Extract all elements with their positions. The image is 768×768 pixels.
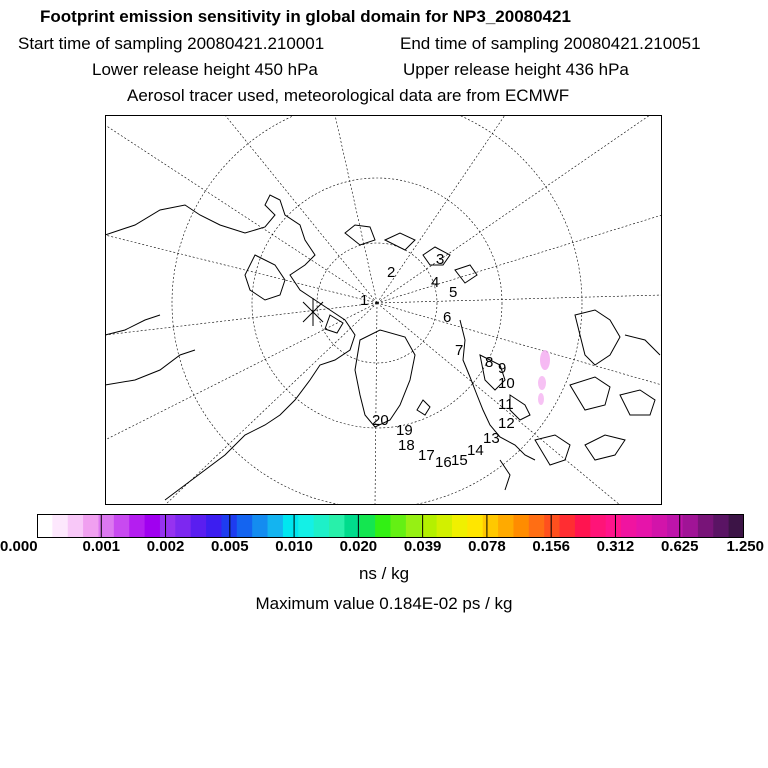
colorbar-cell	[52, 514, 68, 538]
colorbar-cell	[329, 514, 345, 538]
colorbar-tick-label: 0.005	[211, 538, 249, 555]
colorbar-tick-label: 0.001	[82, 538, 121, 555]
trajectory-label: 14	[467, 442, 484, 459]
colorbar-cell	[437, 514, 453, 538]
colorbar-cell	[498, 514, 514, 538]
colorbar-cell	[283, 514, 299, 538]
colorbar-cell	[636, 514, 652, 538]
trajectory-label: 12	[498, 415, 515, 432]
colorbar-cell	[314, 514, 330, 538]
colorbar-tick-label: 0.020	[339, 538, 378, 555]
colorbar-cell	[406, 514, 422, 538]
colorbar-cell	[206, 514, 222, 538]
colorbar-cell	[560, 514, 576, 538]
colorbar-cell	[252, 514, 268, 538]
colorbar-cell	[513, 514, 529, 538]
colorbar-cell	[698, 514, 714, 538]
figure-title: Footprint emission sensitivity in global domain for NP3_20080421	[40, 7, 571, 26]
colorbar-tick-label: 0.010	[275, 538, 313, 555]
colorbar-cell	[175, 514, 191, 538]
end-time-text: End time of sampling 20080421.210051	[400, 34, 701, 53]
colorbar-cell	[544, 514, 560, 538]
colorbar-tick-label: 0.156	[532, 538, 570, 555]
colorbar-cell	[160, 514, 176, 538]
trajectory-label: 8	[485, 354, 494, 371]
colorbar-cell	[37, 514, 53, 538]
colorbar-cell	[83, 514, 99, 538]
trajectory-label: 16	[435, 454, 452, 471]
colorbar-tick-label: 1.250	[726, 538, 764, 555]
colorbar-cell	[606, 514, 622, 538]
colorbar-cell	[145, 514, 161, 538]
colorbar-tick-label: 0.039	[403, 538, 442, 555]
trajectory-label: 4	[431, 274, 440, 291]
trajectory-label: 1	[360, 292, 369, 309]
colorbar-tick-label: 0.625	[660, 538, 699, 555]
trajectory-label: 17	[418, 447, 435, 464]
trajectory-label: 2	[387, 264, 396, 281]
trajectory-label: 9	[498, 360, 507, 377]
colorbar-cell	[467, 514, 483, 538]
colorbar-cell	[421, 514, 437, 538]
trajectory-label: 6	[443, 309, 452, 326]
colorbar-cell	[68, 514, 84, 538]
colorbar-cell	[729, 514, 744, 538]
colorbar-cell	[360, 514, 376, 538]
colorbar-cell	[652, 514, 668, 538]
colorbar-tick-label: 0.078	[468, 538, 506, 555]
start-time-text: Start time of sampling 20080421.210001	[18, 34, 325, 53]
colorbar-cell	[114, 514, 130, 538]
trajectory-label: 18	[398, 437, 415, 454]
trajectory-label: 15	[451, 452, 468, 469]
colorbar-cell	[683, 514, 699, 538]
colorbar-cell	[483, 514, 499, 538]
colorbar-cell	[129, 514, 145, 538]
trajectory-label: 7	[455, 342, 464, 359]
colorbar-cells	[37, 514, 744, 538]
colorbar	[37, 514, 744, 538]
colorbar-tick-label: 0.002	[146, 538, 185, 555]
trajectory-label: 3	[436, 251, 445, 268]
colorbar-cell	[713, 514, 729, 538]
colorbar-cell	[452, 514, 468, 538]
trajectory-label: 13	[483, 430, 500, 447]
colorbar-tick-label: 0.312	[596, 538, 635, 555]
colorbar-cell	[237, 514, 253, 538]
colorbar-cell	[375, 514, 391, 538]
lower-release-height-text: Lower release height 450 hPa	[92, 60, 318, 79]
trajectory-label: 19	[396, 422, 413, 439]
colorbar-unit: ns / kg	[358, 564, 410, 583]
colorbar-cell	[590, 514, 606, 538]
colorbar-tick-label: 0.000	[0, 538, 38, 555]
maximum-value-text: Maximum value 0.184E-02 ps / kg	[255, 594, 513, 613]
trajectory-label: 11	[498, 396, 514, 413]
upper-release-height-text: Upper release height 436 hPa	[403, 60, 629, 79]
colorbar-cell	[191, 514, 207, 538]
colorbar-cell	[575, 514, 591, 538]
colorbar-cell	[298, 514, 314, 538]
map-frame	[106, 116, 662, 505]
colorbar-cell	[667, 514, 683, 538]
trajectory-label: 20	[372, 412, 389, 429]
colorbar-cell	[529, 514, 545, 538]
colorbar-cell	[391, 514, 407, 538]
trajectory-label: 10	[498, 375, 515, 392]
polar-map	[105, 115, 662, 505]
colorbar-cell	[621, 514, 637, 538]
colorbar-cell	[268, 514, 284, 538]
tracer-info-text: Aerosol tracer used, meteorological data are from ECMWF	[127, 86, 570, 105]
trajectory-label: 5	[449, 284, 458, 301]
